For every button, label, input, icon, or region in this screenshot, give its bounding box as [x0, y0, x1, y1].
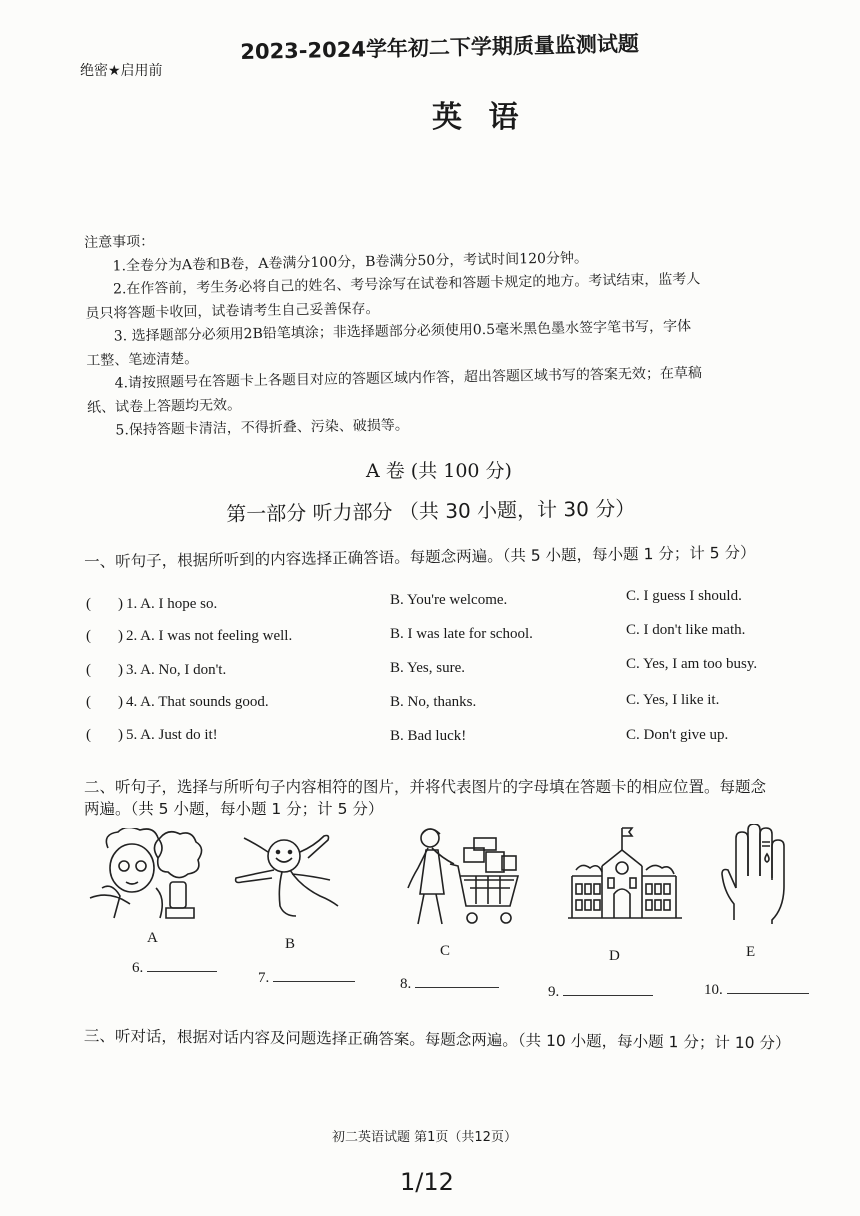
answer-blank-7[interactable]	[258, 970, 355, 987]
option-a: 2. A. I was not feeling well.	[126, 628, 293, 644]
answer-blank-9[interactable]	[548, 984, 653, 1001]
option-c: C. I don't like math.	[626, 622, 746, 638]
notes-line: 1.全卷分为A卷和B卷，A卷满分100分，B卷满分50分，考试时间120分钟。	[112, 249, 589, 275]
answer-paren-close: )	[118, 628, 123, 644]
answer-paren-close: )	[118, 596, 123, 612]
option-c: C. Don't give up.	[626, 727, 729, 743]
confidential-label: 绝密★启用前	[80, 63, 163, 79]
blank-number: 8.	[400, 976, 412, 992]
answer-paren-open[interactable]: (	[86, 694, 91, 710]
part1-heading: 第一部分 听力部分 （共 30 小题，计 30 分）	[226, 496, 636, 526]
answer-paren-open[interactable]: (	[86, 727, 91, 743]
option-a: 1. A. I hope so.	[126, 596, 218, 612]
picture-label-a: A	[147, 930, 158, 946]
option-c: C. Yes, I am too busy.	[626, 656, 758, 672]
option-a: 3. A. No, I don't.	[126, 662, 227, 678]
section1-instruction: 一、听句子，根据所听到的内容选择正确答语。每题念两遍。（共 5 小题，每小题 1 分；计 5 分）	[84, 543, 756, 571]
option-c: C. I guess I should.	[626, 588, 742, 604]
blank-number: 9.	[548, 984, 560, 1000]
blank-number: 6.	[132, 960, 144, 976]
notes-line: 5.保持答题卡清洁，不得折叠、污染、破损等。	[115, 417, 409, 439]
option-a: 5. A. Just do it!	[126, 727, 218, 743]
answer-paren-close: )	[118, 727, 123, 743]
blank-number: 7.	[258, 970, 270, 986]
notes-line: 员只将答题卡收回，试卷请考生自己妥善保存。	[85, 300, 380, 322]
option-c: C. Yes, I like it.	[626, 692, 720, 708]
shopping-woman-icon	[404, 826, 528, 936]
picture-label-e: E	[746, 944, 756, 960]
notes-heading: 注意事项：	[84, 233, 155, 251]
exam-notes	[84, 219, 848, 444]
option-a: 4. A. That sounds good.	[126, 694, 269, 710]
dancing-person-icon	[232, 834, 344, 920]
answer-paren-open[interactable]: (	[86, 628, 91, 644]
option-b: B. Bad luck!	[390, 728, 467, 744]
picture-label-c: C	[440, 943, 451, 959]
page-number: 1/12	[400, 1168, 454, 1196]
subject-title: 英 语	[432, 100, 527, 135]
answer-paren-open[interactable]: (	[86, 596, 91, 612]
sick-man-icon	[86, 828, 206, 920]
option-b: B. I was late for school.	[390, 626, 533, 642]
blank-number: 10.	[704, 982, 723, 998]
notes-line: 3. 选择题部分必须用2B铅笔填涂；非选择题部分必须使用0.5毫米黑色墨水签字笔书写，字体	[113, 318, 692, 345]
notes-line: 2.在作答前，考生务必将自己的姓名、考号涂写在试卷和答题卡规定的地方。考试结束，监考人	[112, 271, 701, 298]
answer-blank-8[interactable]	[400, 976, 499, 993]
answer-paren-open[interactable]: (	[86, 662, 91, 678]
picture-label-d: D	[609, 948, 620, 964]
section2-instruction-line1: 二、听句子，选择与所听句子内容相符的图片，并将代表图片的字母填在答题卡的相应位置。每题念	[84, 778, 767, 796]
injured-hand-icon	[720, 824, 796, 924]
section2-instruction-line2: 两遍。（共 5 小题，每小题 1 分；计 5 分）	[84, 800, 384, 818]
notes-line: 纸、试卷上答题均无效。	[86, 396, 242, 416]
option-b: B. No, thanks.	[390, 694, 477, 710]
picture-label-b: B	[285, 936, 296, 952]
volume-a-heading: A 卷 (共 100 分)	[366, 460, 512, 482]
answer-paren-close: )	[118, 694, 123, 710]
section3-instruction: 三、听对话，根据对话内容及问题选择正确答案。每题念两遍。（共 10 小题，每小题 1 分；计 10 分）	[83, 1026, 791, 1053]
notes-line: 工整、笔迹清楚。	[86, 350, 199, 369]
notes-line: 4.请按照题号在答题卡上各题目对应的答题区域内作答，超出答题区域书写的答案无效；在草稿	[114, 365, 703, 392]
answer-blank-6[interactable]	[132, 960, 217, 977]
exam-title: 2023-2024学年初二下学期质量监测试题	[240, 31, 640, 64]
answer-blank-10[interactable]	[704, 982, 809, 999]
answer-paren-close: )	[118, 662, 123, 678]
option-b: B. Yes, sure.	[390, 660, 466, 676]
school-building-icon	[566, 826, 684, 926]
option-b: B. You're welcome.	[390, 592, 508, 608]
section2-instruction	[84, 776, 766, 820]
page-footer: 初二英语试题 第1页（共12页）	[332, 1130, 517, 1145]
